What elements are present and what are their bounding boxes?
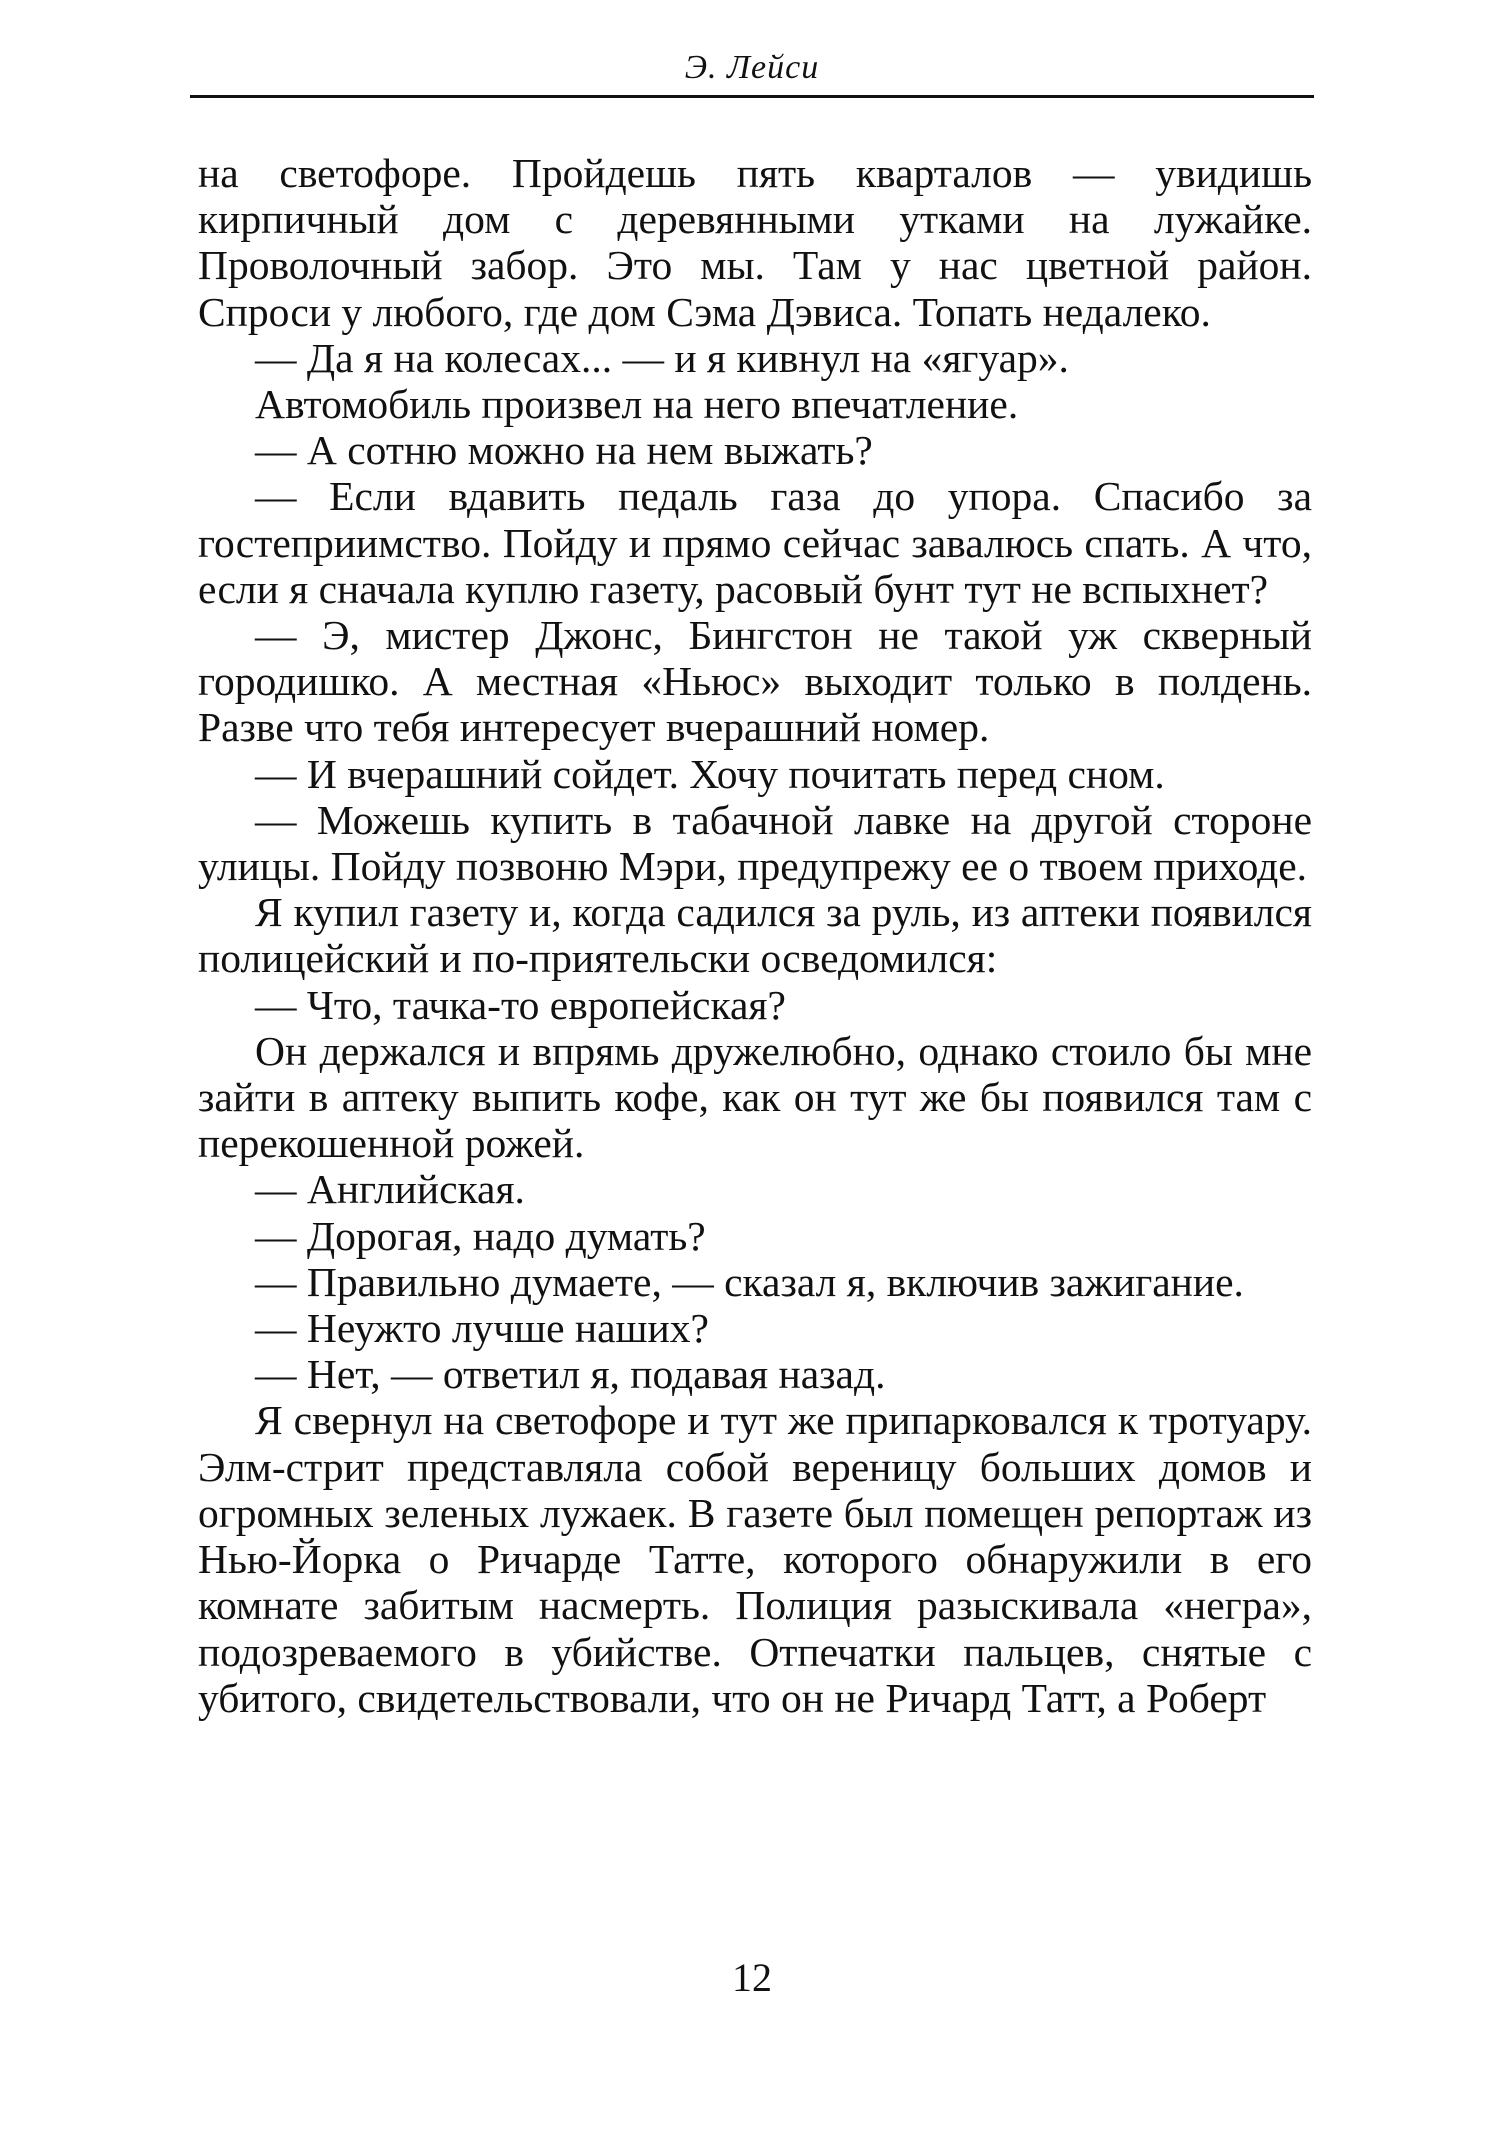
paragraph: — Можешь купить в табачной лавке на другой стороне улицы. Пойду позвоню Мэри, предупрежу ее о твоем приходе.	[198, 796, 1312, 890]
page-number: 12	[732, 1955, 772, 2000]
paragraph: Автомобиль произвел на него впечатление.	[255, 381, 1019, 428]
body-text	[198, 150, 1312, 1721]
paragraph: — А сотню можно на нем выжать?	[255, 427, 873, 474]
paragraph: Он держался и впрямь дружелюбно, однако стоило бы мне зайти в аптеку выпить кофе, как он тут же бы появился там с перекошенной рожей.	[198, 1027, 1312, 1167]
paragraph: Я свернул на светофоре и тут же припарковался к тротуару. Элм-стрит представляла собой вереницу больших домов и огромных зеленых лужаек. В газете был помещен репортаж из Нью-Йорка о Ричарде Татте, которого обнаружили в его комнате забитым насмерть. Полиция разыскивала «негра», подозреваемого в убийстве. Отпечатки пальцев, снятые с убитого, свидетельствовали, что он не Ричард Татт, а Роберт	[198, 1397, 1312, 1721]
paragraph: — Если вдавить педаль газа до упора. Спасибо за гостеприимство. Пойду и прямо сейчас завалюсь спать. А что, если я сначала куплю газету, расовый бунт тут не вспыхнет?	[198, 473, 1312, 612]
paragraph: — Неужто лучше наших?	[255, 1305, 709, 1352]
paragraph: — Э, мистер Джонс, Бингстон не такой уж скверный городишко. А местная «Ньюс» выходит только в полдень. Разве что тебя интересует вчерашний номер.	[198, 612, 1312, 751]
paragraph: — Что, тачка-то европейская?	[255, 981, 786, 1028]
paragraph: — Нет, — ответил я, подавая назад.	[255, 1351, 886, 1398]
paragraph: на светофоре. Пройдешь пять кварталов — увидишь кирпичный дом с деревянными утками на лужайке. Проволочный забор. Это мы. Там у нас цветной район. Спроси у любого, где дом Сэма Дэвиса. Топать недалеко.	[198, 150, 1312, 335]
paragraph: — И вчерашний сойдет. Хочу почитать перед сном.	[255, 750, 1165, 797]
paragraph: — Дорогая, надо думать?	[255, 1212, 706, 1259]
running-head-author: Э. Лейси	[684, 49, 820, 86]
paragraph: — Английская.	[255, 1166, 525, 1213]
paragraph: Я купил газету и, когда садился за руль, из аптеки появился полицейский и по-приятельски осведомился:	[198, 889, 1312, 982]
paragraph: — Да я на колесах... — и я кивнул на «ягуар».	[255, 334, 1069, 381]
paragraph: — Правильно думаете, — сказал я, включив зажигание.	[255, 1258, 1244, 1305]
header-rule	[190, 95, 1314, 98]
